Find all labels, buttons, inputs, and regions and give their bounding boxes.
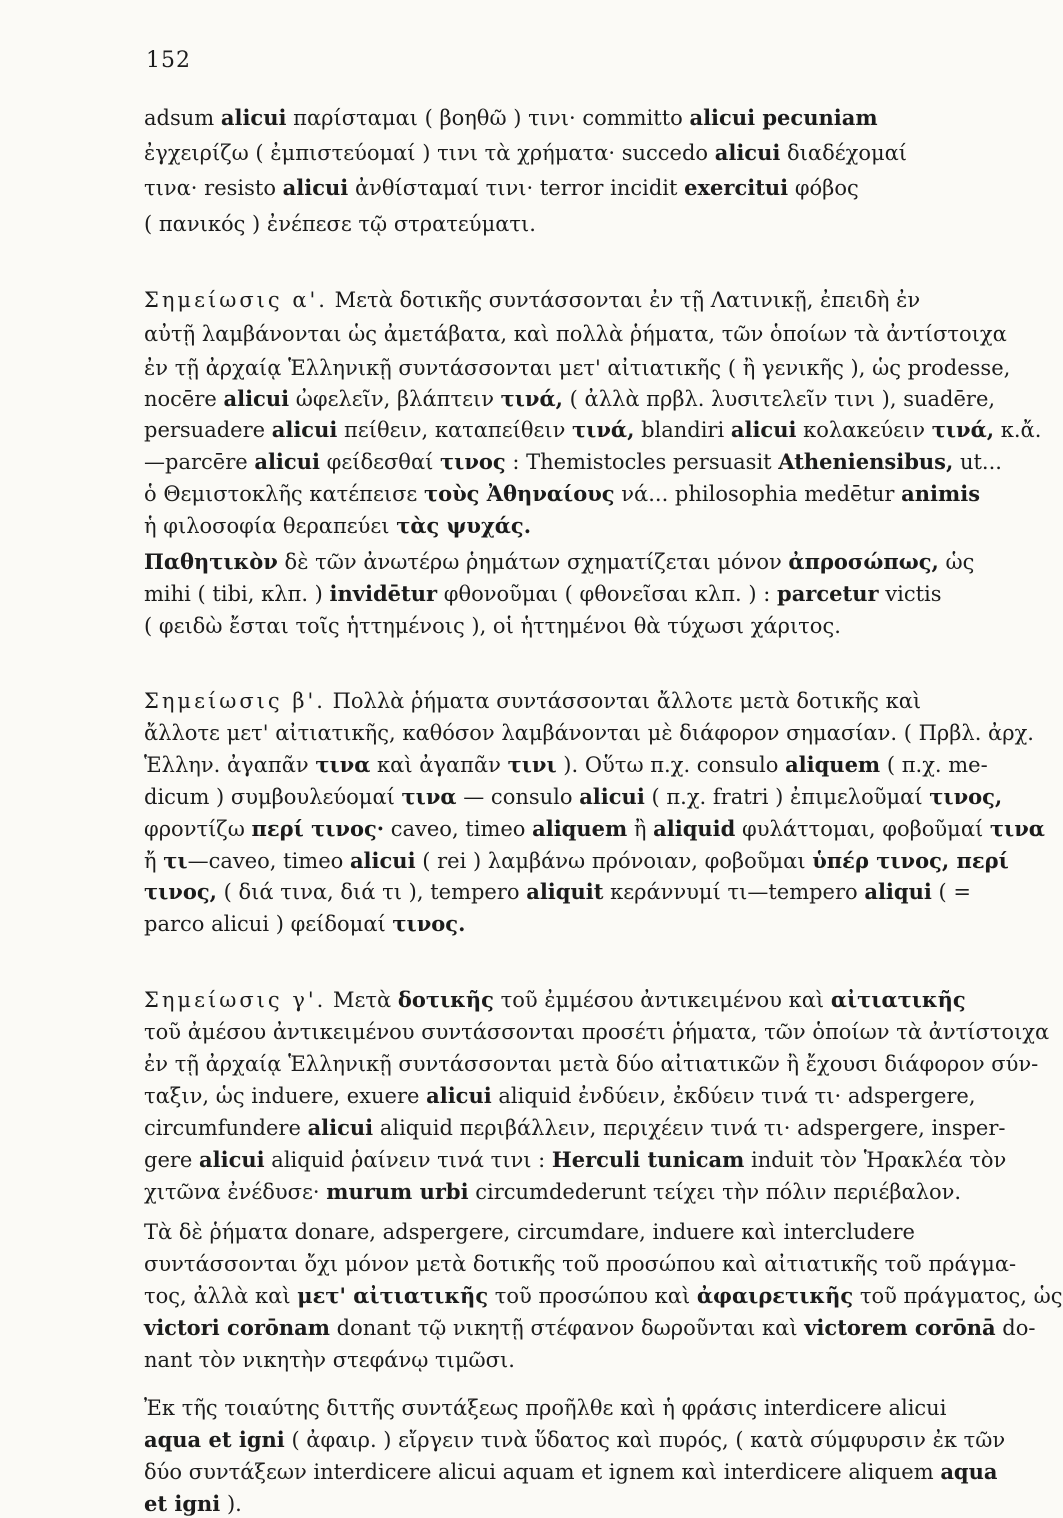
text-line <box>144 385 996 413</box>
bold-text-span: aliquem <box>532 816 628 841</box>
text-line <box>144 1050 1039 1078</box>
text-span: κ.ἄ. <box>994 418 1042 442</box>
bold-text-span: τινος. <box>392 911 466 936</box>
spaced-heading-span: Σημείωσις β'. <box>144 689 326 713</box>
text-span: ἡ φιλοσοφία θεραπεύει <box>144 514 397 538</box>
text-span: do- <box>995 1316 1036 1340</box>
text-span: συντάσσονται ὄχι μόνον μετὰ δοτικῆς τοῦ προσώπου καὶ αἰτιατικῆς τοῦ πράγμα- <box>144 1252 1017 1276</box>
bold-text-span: alicui <box>271 417 338 442</box>
bold-text-span: τινά, <box>572 417 635 442</box>
text-span: καὶ ἀγαπᾶν <box>370 753 508 777</box>
text-line <box>144 847 1009 875</box>
text-span: ὡς <box>938 550 975 574</box>
text-span: —caveo, timeo <box>187 849 350 873</box>
text-span: δὲ τῶν ἀνωτέρω ῥημάτων σχηματίζεται μόνον <box>277 550 789 574</box>
text-span: ( rei ) λαμβάνω πρόνοιαν, φοβοῦμαι <box>415 849 813 873</box>
text-span: nocēre <box>144 387 224 411</box>
text-span: nant τὸν νικητὴν στεφάνῳ τιμῶσι. <box>144 1348 515 1372</box>
text-span: πείθειν, καταπείθειν <box>337 418 573 442</box>
text-span: ). Οὕτω π.χ. consulo <box>556 753 786 777</box>
bold-text-span: alicui <box>714 140 781 165</box>
text-span: ὁ Θεμιστοκλῆς κατέπεισε <box>144 482 424 506</box>
bold-text-span: alicui <box>349 848 416 873</box>
bold-text-span: aliqui <box>864 879 932 904</box>
text-span: mihi ( tibi, κλπ. ) <box>144 582 330 606</box>
text-span: τινα· resisto <box>144 176 283 200</box>
bold-text-span: et igni <box>144 1491 221 1516</box>
bold-text-span: victori corōnam <box>144 1315 330 1340</box>
text-line <box>144 687 922 715</box>
text-span: aliquid ἐνδύειν, ἐκδύειν τινά τι· adspergere, <box>491 1084 976 1108</box>
text-span: ἢ <box>627 817 654 841</box>
text-span: ταξιν, ὡς induere, exuere <box>144 1084 427 1108</box>
bold-text-span: τι <box>163 848 188 873</box>
text-span: ἐν τῇ ἀρχαίᾳ Ἑλληνικῇ συντάσσονται μετ' αἰτιατικῆς ( ἢ γενικῆς ), ὡς prodesse, <box>144 356 1011 380</box>
text-line <box>144 751 988 779</box>
bold-text-span: τινος, <box>144 879 217 904</box>
text-line <box>144 815 1045 843</box>
text-line <box>144 1178 962 1206</box>
text-span: χιτῶνα ἐνέδυσε· <box>144 1180 327 1204</box>
text-line <box>144 210 904 238</box>
text-span: τοῦ πράγματος, ὡς <box>853 1284 1063 1308</box>
text-line <box>144 1490 904 1518</box>
text-span: τοῦ ἀμέσου ἀντικειμένου συντάσσονται προσέτι ῥήματα, τῶν ὁποίων τὰ ἀντίστοιχα <box>144 1020 1050 1044</box>
bold-text-span: αἰτιατικῆς <box>830 987 966 1012</box>
text-line <box>144 1282 1063 1310</box>
text-span: blandiri <box>634 418 731 442</box>
text-line <box>144 1250 1017 1278</box>
bold-text-span: alicui <box>220 105 287 130</box>
text-line <box>144 783 1003 811</box>
text-span: ( π.χ. fratri ) ἐπιμελοῦμαί <box>644 785 930 809</box>
text-span: ἐν τῇ ἀρχαίᾳ Ἑλληνικῇ συντάσσονται μετὰ δύο αἰτιατικῶν ἢ ἔχουσι διάφορον σύν- <box>144 1052 1039 1076</box>
text-span: Πολλὰ ῥήματα συντάσσονται ἄλλοτε μετὰ δοτικῆς καὶ <box>325 689 922 713</box>
text-span: induit τὸν Ἡρακλέα τὸν <box>744 1148 1007 1172</box>
text-span: παρίσταμαι ( βοηθῶ ) τινι· committo <box>286 106 690 130</box>
text-span: κολακεύειν <box>796 418 932 442</box>
bold-text-span: alicui <box>199 1147 265 1172</box>
text-span: Ἐκ τῆς τοιαύτης διττῆς συντάξεως προῆλθε καὶ ἡ φράσις interdicere alicui <box>144 1396 947 1420</box>
spaced-heading-span: Σημείωσις γ'. <box>144 988 327 1012</box>
text-span: ( ἀλλὰ πρβλ. λυσιτελεῖν τινι ), suadēre, <box>562 387 996 411</box>
bold-text-span: alicui <box>426 1083 492 1108</box>
text-line <box>144 1426 1006 1454</box>
text-line <box>144 480 981 508</box>
text-span: circumdederunt τείχει τὴν πόλιν περιέβαλον. <box>468 1180 962 1204</box>
text-span: ἐγχειρίζω ( ἐμπιστεύομαί ) τινι τὰ χρήματα· succedo <box>144 141 715 165</box>
text-span: ( διά τινα, διά τι ), tempero <box>216 880 527 904</box>
text-line <box>144 104 904 132</box>
bold-text-span: alicui <box>730 417 797 442</box>
bold-text-span: victorem corōnā <box>804 1315 996 1340</box>
text-line <box>144 139 908 167</box>
bold-text-span: aliquit <box>526 879 604 904</box>
text-line <box>144 1018 1050 1046</box>
bold-text-span: τινα <box>315 752 371 777</box>
bold-text-span: τινος, <box>929 784 1003 809</box>
bold-text-span: aliquid <box>653 816 736 841</box>
bold-text-span: animis <box>901 481 981 506</box>
bold-text-span: alicui <box>282 175 349 200</box>
text-span: Τὰ δὲ ῥήματα donare, adspergere, circumdare, induere καὶ intercludere <box>144 1220 915 1244</box>
text-span: Μετὰ δοτικῆς συντάσσονται ἐν τῇ Λατινικῇ, ἐπειδὴ ἐν <box>327 288 921 312</box>
text-span: aliquid ῥαίνειν τινά τινι : <box>264 1148 552 1172</box>
text-span: φθονοῦμαι ( φθονεῖσαι κλπ. ) : <box>437 582 778 606</box>
text-span: τοῦ ἐμμέσου ἀντικειμένου καὶ <box>493 988 831 1012</box>
bold-text-span: Παθητικὸν <box>144 549 278 574</box>
text-span: τος, ἀλλὰ καὶ <box>144 1284 298 1308</box>
bold-text-span: alicui <box>307 1115 374 1140</box>
bold-text-span: ὑπέρ τινος, περί <box>812 848 1009 873</box>
text-span: νά... philosophia medētur <box>614 482 902 506</box>
text-line <box>144 1114 1006 1142</box>
text-span: ). <box>220 1492 242 1516</box>
text-line <box>144 1146 1007 1174</box>
text-span: ( φειδὼ ἔσται τοῖς ἡττημένοις ), οἱ ἡττημένοι θὰ τύχωσι χάριτος. <box>144 614 841 638</box>
text-span: φείδεσθαί <box>319 450 441 474</box>
text-line <box>144 719 1034 747</box>
bold-text-span: ἀφαιρετικῆς <box>696 1283 854 1308</box>
bold-text-span: τινά, <box>500 386 563 411</box>
bold-text-span: μετ' αἰτιατικῆς <box>297 1283 489 1308</box>
text-span: φόβος <box>788 176 859 200</box>
text-span: donant τῷ νικητῇ στέφανον δωροῦνται καὶ <box>330 1316 805 1340</box>
text-span: circumfundere <box>144 1116 308 1140</box>
text-line <box>144 986 966 1014</box>
text-line <box>144 910 904 938</box>
text-line <box>144 548 975 576</box>
text-span: ( ἀφαιρ. ) εἴργειν τινὰ ὕδατος καὶ πυρός, ( κατὰ σύμφυρσιν ἐκ τῶν <box>284 1428 1006 1452</box>
bold-text-span: aqua <box>940 1459 998 1484</box>
bold-text-span: Herculi tunicam <box>551 1147 745 1172</box>
text-span: φυλάττομαι, φοβοῦμαί <box>735 817 990 841</box>
text-line <box>144 320 1007 348</box>
text-line <box>144 174 904 202</box>
bold-text-span: περί τινος· <box>251 816 385 841</box>
bold-text-span: invidētur <box>329 581 438 606</box>
bold-text-span: τὰς ψυχάς. <box>396 513 532 538</box>
bold-text-span: parcetur <box>777 581 879 606</box>
text-span: φροντίζω <box>144 817 252 841</box>
text-span: —parcēre <box>144 450 255 474</box>
text-span: ( πανικός ) ἐνέπεσε τῷ στρατεύματι. <box>144 212 536 236</box>
text-span: dicum ) συμβουλεύομαί <box>144 785 402 809</box>
spaced-heading-span: Σημείωσις α'. <box>144 288 328 312</box>
text-span: adsum <box>144 106 221 130</box>
text-span: gere <box>144 1148 200 1172</box>
text-line <box>144 1394 947 1422</box>
text-span: αὐτῇ λαμβάνονται ὡς ἀμετάβατα, καὶ πολλὰ ῥήματα, τῶν ὁποίων τὰ ἀντίστοιχα <box>144 322 1007 346</box>
text-span: ἄλλοτε μετ' αἰτιατικῆς, καθόσον λαμβάνονται μὲ διάφορον σημασίαν. ( Πρβλ. ἀρχ. <box>144 721 1034 745</box>
bold-text-span: τινα <box>989 816 1045 841</box>
text-span: κεράννυμί τι—tempero <box>603 880 865 904</box>
text-span: — consulo <box>456 785 580 809</box>
text-line <box>144 448 1002 476</box>
bold-text-span: alicui pecuniam <box>689 105 878 130</box>
text-line <box>144 1218 915 1246</box>
bold-text-span: murum urbi <box>326 1179 469 1204</box>
text-span: ( π.χ. me- <box>880 753 988 777</box>
text-span: : Themistocles persuasit <box>505 450 779 474</box>
page-number: 152 <box>146 48 191 73</box>
text-span: Μετὰ <box>326 988 398 1012</box>
bold-text-span: Atheniensibus, <box>778 449 954 474</box>
text-span: τοῦ προσώπου καὶ <box>488 1284 697 1308</box>
text-line <box>144 286 921 314</box>
text-span: parco alicui ) φείδομαί <box>144 912 393 936</box>
text-span: ἤ <box>144 849 164 873</box>
text-span: ( = <box>931 880 971 904</box>
bold-text-span: τινος <box>440 449 506 474</box>
text-line <box>144 1458 998 1486</box>
text-line <box>144 1082 976 1110</box>
bold-text-span: aliquem <box>785 752 881 777</box>
bold-text-span: τινα <box>401 784 457 809</box>
text-line <box>144 612 904 640</box>
text-span: persuadere <box>144 418 272 442</box>
text-line <box>144 580 942 608</box>
text-span: ut... <box>953 450 1002 474</box>
text-span: aliquid περιβάλλειν, περιχέειν τινά τι· adspergere, insper- <box>373 1116 1006 1140</box>
text-span: ὠφελεῖν, βλάπτειν <box>289 387 501 411</box>
text-span: διαδέχομαί <box>780 141 908 165</box>
text-span: victis <box>878 582 942 606</box>
text-span: ἀνθίσταμαί τινι· terror incidit <box>348 176 685 200</box>
text-span: Ἑλλην. ἀγαπᾶν <box>144 753 316 777</box>
bold-text-span: τινά, <box>931 417 995 442</box>
bold-text-span: alicui <box>223 386 290 411</box>
text-span: δύο συντάξεων interdicere alicui aquam et ignem καὶ interdicere aliquem <box>144 1460 941 1484</box>
bold-text-span: τινι <box>507 752 557 777</box>
bold-text-span: alicui <box>254 449 320 474</box>
text-line <box>144 1346 904 1374</box>
bold-text-span: τοὺς Ἀθηναίους <box>423 481 615 506</box>
bold-text-span: aqua et igni <box>144 1427 285 1452</box>
text-span: caveo, timeo <box>384 817 533 841</box>
text-line <box>144 1314 1036 1342</box>
bold-text-span: exercitui <box>684 175 789 200</box>
bold-text-span: ἀπροσώπως, <box>788 549 939 574</box>
bold-text-span: δοτικῆς <box>397 987 494 1012</box>
text-line <box>144 878 971 906</box>
text-line <box>144 416 1042 444</box>
text-line <box>144 512 904 540</box>
bold-text-span: alicui <box>579 784 645 809</box>
text-line <box>144 354 1011 382</box>
